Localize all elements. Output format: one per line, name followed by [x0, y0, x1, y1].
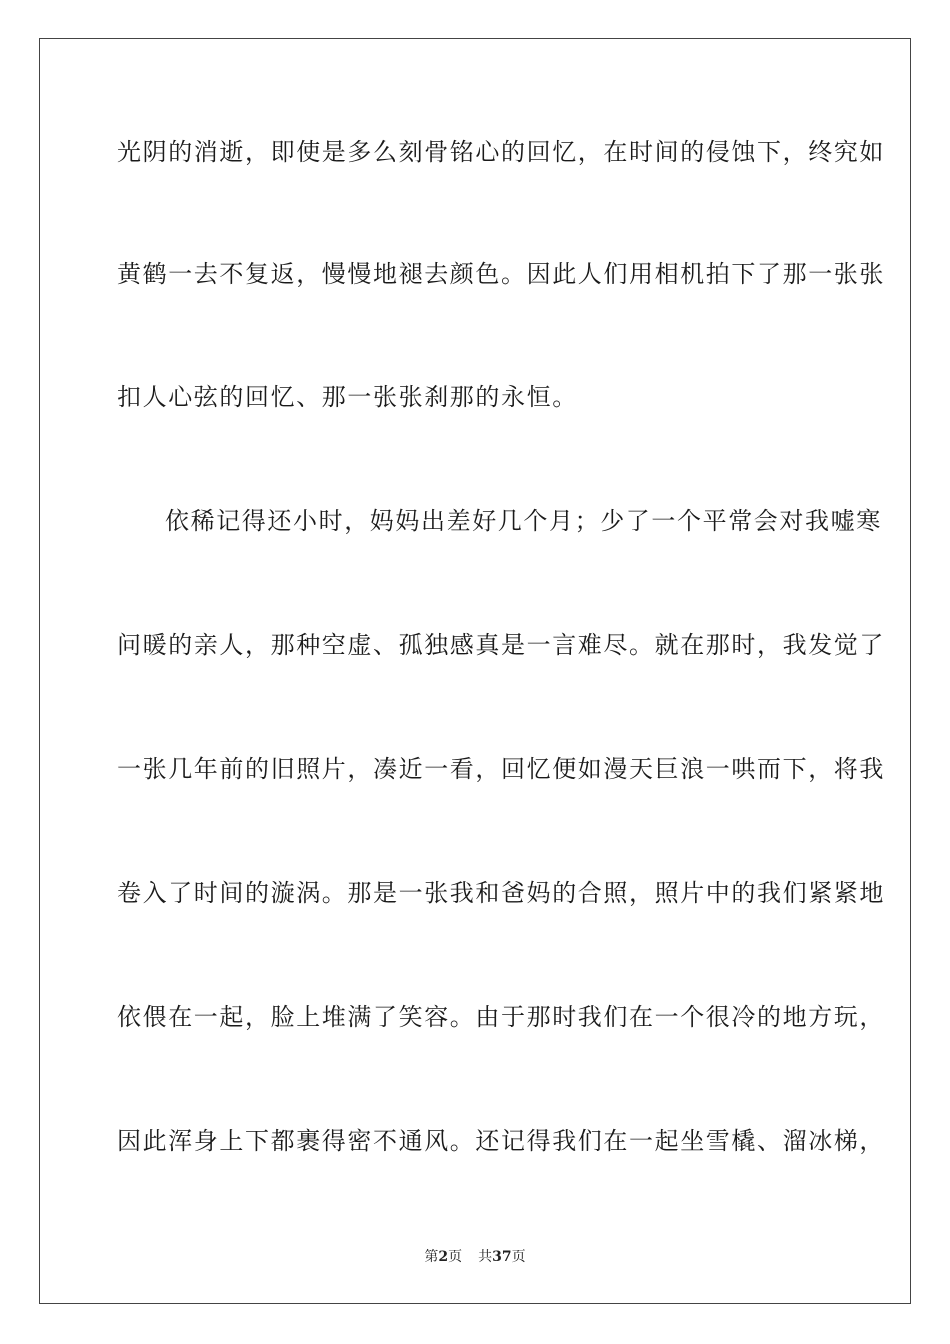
paragraph-line: 卷入了时间的漩涡。那是一张我和爸妈的合照，照片中的我们紧紧地 [117, 879, 885, 907]
page-suffix: 页 [448, 1249, 463, 1265]
page-prefix: 第 [424, 1249, 439, 1265]
total-prefix: 共 [478, 1249, 493, 1265]
paragraph-line: 依偎在一起，脸上堆满了笑容。由于那时我们在一个很冷的地方玩， [117, 1003, 885, 1031]
paragraph-line: 问暖的亲人，那种空虚、孤独感真是一言难尽。就在那时，我发觉了 [117, 631, 885, 659]
paragraph-line: 一张几年前的旧照片，凑近一看，回忆便如漫天巨浪一哄而下，将我 [117, 755, 885, 783]
paragraph-line: 依稀记得还小时，妈妈出差好几个月；少了一个平常会对我嘘寒 [165, 507, 882, 535]
page-footer [0, 1248, 950, 1266]
page-border [39, 38, 911, 1304]
total-pages: 37 [492, 1249, 512, 1265]
total-suffix: 页 [511, 1249, 526, 1265]
paragraph-line: 扣人心弦的回忆、那一张张刹那的永恒。 [117, 383, 578, 411]
paragraph-line: 黄鹤一去不复返，慢慢地褪去颜色。因此人们用相机拍下了那一张张 [117, 260, 885, 288]
paragraph-line: 光阴的消逝，即使是多么刻骨铭心的回忆，在时间的侵蚀下，终究如 [117, 138, 885, 166]
paragraph-line: 因此浑身上下都裹得密不通风。还记得我们在一起坐雪橇、溜冰梯， [117, 1127, 885, 1155]
page-number: 2 [438, 1249, 449, 1265]
